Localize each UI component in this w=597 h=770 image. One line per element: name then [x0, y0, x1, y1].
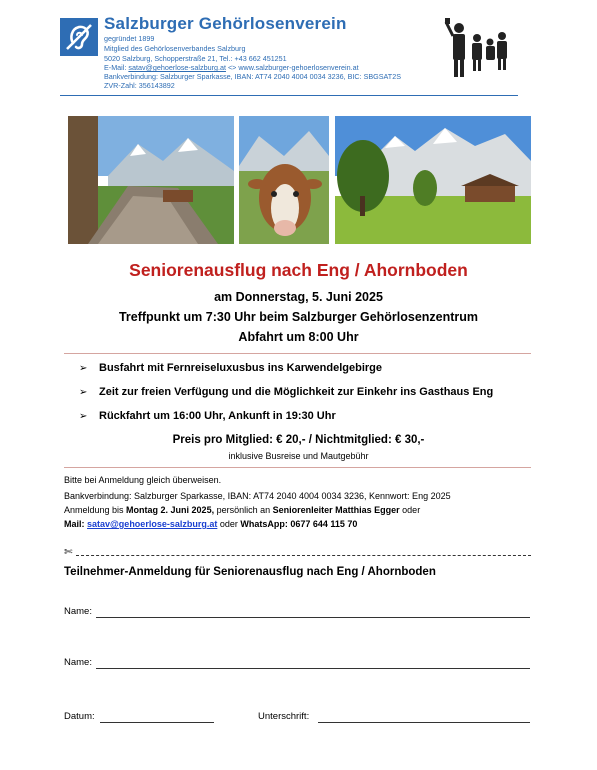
payment-note: Bitte bei Anmeldung gleich überweisen. — [64, 475, 222, 485]
event-date: am Donnerstag, 5. Juni 2025 — [214, 290, 383, 304]
cut-line — [64, 547, 531, 560]
price-text: Preis pro Mitglied: € 20,- / Nichtmitglied: € 30,- — [172, 434, 425, 446]
whatsapp-number: WhatsApp: 0677 644 115 70 — [240, 519, 358, 529]
mail-label: Mail: — [64, 519, 88, 529]
zvr-text: ZVR-Zahl: 356143892 — [104, 81, 175, 90]
registration-form-title: Teilnehmer-Anmeldung für Seniorenausflug nach Eng / Ahornboden — [64, 566, 436, 578]
bank-header-text: Bankverbindung: Salzburger Sparkasse, IBAN: AT74 2040 4004 0034 3236, BIC: SBGSAT2S — [104, 72, 401, 81]
list-item — [79, 410, 336, 422]
contact-line — [104, 63, 359, 72]
registration-email-link[interactable]: satav@gehoerlose-salzburg.at — [87, 519, 218, 529]
website-link[interactable]: www.salzburger-gehoerlosenverein.at — [238, 63, 359, 72]
photo-alpine-trough — [68, 116, 234, 244]
web-separator: <> — [225, 63, 239, 72]
bullet-text: Busfahrt mit Fernreiseluxusbus ins Karwendelgebirge — [99, 362, 383, 374]
section-divider — [64, 353, 531, 354]
arrow-bullet-icon: ➢ — [79, 411, 88, 422]
signature-label: Unterschrift: — [258, 711, 310, 722]
arrow-bullet-icon: ➢ — [79, 387, 88, 398]
dashed-line — [76, 555, 531, 556]
founded-text: gegründet 1899 — [104, 34, 155, 43]
member-text: Mitglied des Gehörlosenverbandes Salzburg — [104, 44, 246, 53]
event-departure: Abfahrt um 8:00 Uhr — [238, 330, 359, 344]
address-text: 5020 Salzburg, Schopperstraße 21, Tel.: +43 662 451251 — [104, 54, 287, 63]
name-label-1: Name: — [64, 606, 92, 617]
registration-line — [64, 504, 420, 517]
contact-mail-line — [64, 518, 357, 531]
reg-suffix: oder — [399, 505, 421, 515]
reg-prefix: Anmeldung bis — [64, 505, 127, 515]
reg-deadline: Montag 2. Juni 2025, — [126, 505, 215, 515]
signature-field[interactable] — [318, 722, 530, 723]
arrow-bullet-icon: ➢ — [79, 363, 88, 374]
list-item — [79, 386, 493, 398]
email-label: E-Mail: — [104, 63, 129, 72]
hearing-impaired-logo-icon — [60, 18, 98, 56]
section-divider — [64, 467, 531, 468]
name-field-2[interactable] — [96, 668, 530, 669]
mail-mid: oder — [217, 519, 241, 529]
header-email-link[interactable]: satav@gehoerlose-salzburg.at — [128, 63, 226, 72]
date-label: Datum: — [64, 711, 95, 722]
header-divider — [60, 95, 518, 96]
photo-ahornboden — [335, 116, 531, 244]
event-meeting-point: Treffpunkt um 7:30 Uhr beim Salzburger Gehörlosenzentrum — [118, 310, 479, 324]
bullet-text: Zeit zur freien Verfügung und die Möglichkeit zur Einkehr ins Gasthaus Eng — [99, 386, 494, 398]
event-title: Seniorenausflug nach Eng / Ahornboden — [129, 260, 468, 280]
deaf-people-pictogram-icon — [444, 16, 510, 80]
price-subtext: inklusive Busreise und Mautgebühr — [228, 451, 369, 461]
reg-mid: persönlich an — [214, 505, 273, 515]
name-label-2: Name: — [64, 657, 92, 668]
list-item — [79, 362, 382, 374]
payment-bank: Bankverbindung: Salzburger Sparkasse, IBAN: AT74 2040 4004 0034 3236, Kennwort: Eng 2025 — [64, 491, 451, 501]
reg-contact-person: Seniorenleiter Matthias Egger — [272, 505, 400, 515]
name-field-1[interactable] — [96, 617, 530, 618]
scissors-icon: ✄ — [64, 547, 73, 558]
date-field[interactable] — [100, 722, 214, 723]
org-name: Salzburger Gehörlosenverein — [104, 14, 347, 33]
bullet-text: Rückfahrt um 16:00 Uhr, Ankunft in 19:30 Uhr — [99, 410, 336, 422]
photo-cow — [239, 116, 329, 244]
